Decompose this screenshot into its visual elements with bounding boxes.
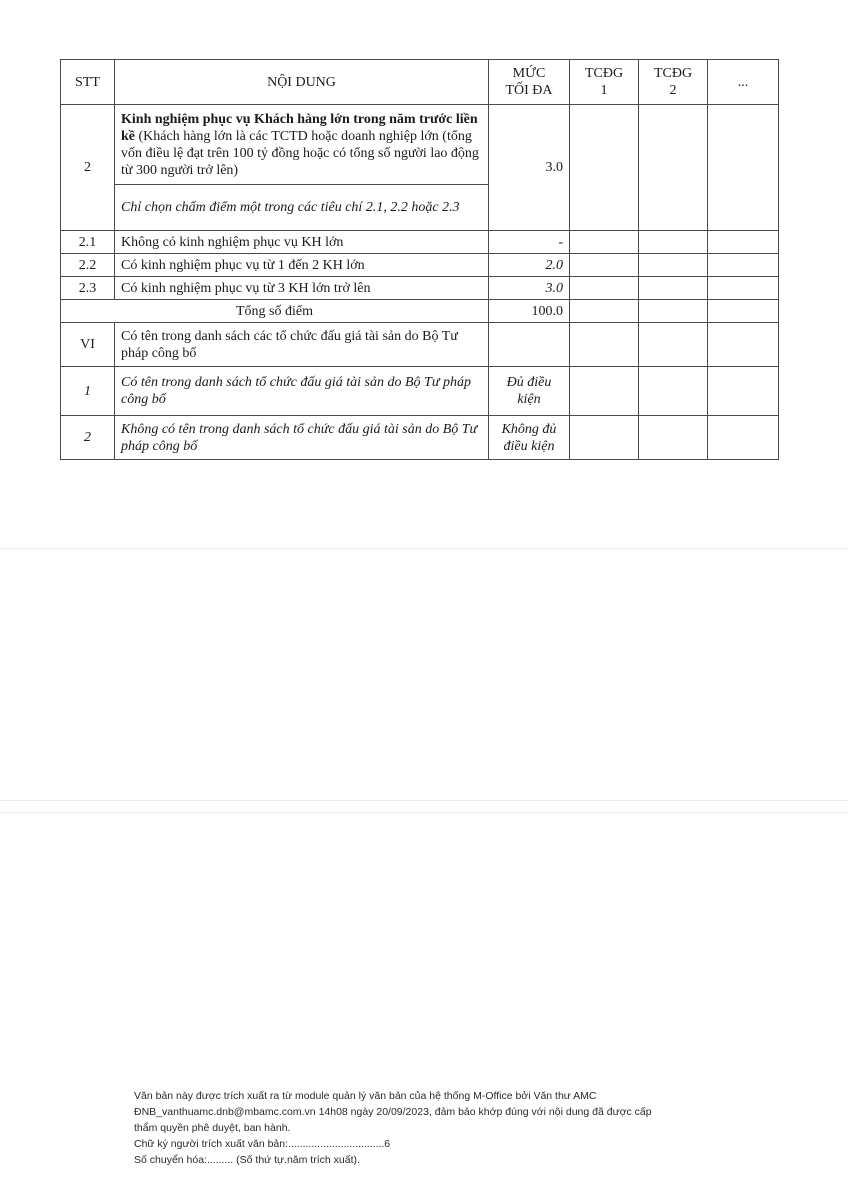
table-row <box>61 367 779 416</box>
evaluation-table <box>60 59 779 460</box>
cell-empty <box>639 231 708 254</box>
header-content: NỘI DUNG <box>115 60 489 105</box>
row-max: 3.0 <box>489 277 570 300</box>
cell-empty <box>708 300 779 323</box>
cell-empty <box>489 323 570 367</box>
header-max-score: MỨC TỐI ĐA <box>489 60 570 105</box>
table-row <box>61 323 779 367</box>
row-stt: 2.1 <box>61 231 115 254</box>
scan-line <box>0 800 848 801</box>
row-stt: 2 <box>61 416 115 460</box>
cell-empty <box>708 254 779 277</box>
section-title: Có tên trong danh sách các tổ chức đấu giá tài sản do Bộ Tư pháp công bố <box>115 323 489 367</box>
cell-empty <box>639 416 708 460</box>
cell-empty <box>639 105 708 231</box>
cell-empty <box>639 323 708 367</box>
cell-empty <box>570 231 639 254</box>
footer-line: Văn bản này được trích xuất ra từ module quản lý văn bản của hệ thống M-Office bởi Văn thư AMC <box>134 1090 597 1102</box>
row-stt: 2.3 <box>61 277 115 300</box>
cell-empty <box>639 254 708 277</box>
cell-empty <box>639 367 708 416</box>
footer-line: thẩm quyền phê duyệt, ban hành. <box>134 1122 291 1134</box>
table-row <box>61 105 779 185</box>
section-stt: VI <box>61 323 115 367</box>
row-stt: 2 <box>61 105 115 231</box>
row-max: - <box>489 231 570 254</box>
footer-conversion-line: Số chuyển hóa:......... (Số thứ tự.năm trích xuất). <box>134 1154 360 1166</box>
row-content: Có tên trong danh sách tổ chức đấu giá tài sản do Bộ Tư pháp công bố <box>115 367 489 416</box>
footer-line: ĐNB_vanthuamc.dnb@mbamc.com.vn 14h08 ngày 20/09/2023, đảm bảo khớp đúng với nội dung đã được cấp <box>134 1106 652 1118</box>
cell-empty <box>570 300 639 323</box>
cell-empty <box>570 367 639 416</box>
row-note: Chỉ chọn chấm điểm một trong các tiêu chí 2.1, 2.2 hoặc 2.3 <box>115 185 489 231</box>
row-max: 2.0 <box>489 254 570 277</box>
header-tcdg-1: TCĐG 1 <box>570 60 639 105</box>
cell-empty <box>570 105 639 231</box>
cell-empty <box>639 277 708 300</box>
table-row <box>61 254 779 277</box>
cell-empty <box>570 416 639 460</box>
row-content: Có kinh nghiệm phục vụ từ 1 đến 2 KH lớn <box>115 254 489 277</box>
cell-empty <box>708 367 779 416</box>
total-value: 100.0 <box>489 300 570 323</box>
scan-line <box>0 812 848 813</box>
table-row <box>61 231 779 254</box>
scan-line <box>0 548 848 549</box>
row-content: Có kinh nghiệm phục vụ từ 3 KH lớn trở lên <box>115 277 489 300</box>
row-content: Kinh nghiệm phục vụ Khách hàng lớn trong năm trước liền kề (Khách hàng lớn là các TCTD hoặc doanh nghiệp lớn (tổng vốn điều lệ đạt trên 100 tỷ đồng hoặc có tổng số người lao động từ 300 người trở lên) <box>115 105 489 185</box>
row-max: 3.0 <box>489 105 570 231</box>
table-row <box>61 277 779 300</box>
header-row <box>61 60 779 105</box>
extraction-footer <box>134 1088 774 1168</box>
row-stt: 2.2 <box>61 254 115 277</box>
cell-empty <box>570 323 639 367</box>
cell-empty <box>570 277 639 300</box>
cell-empty <box>708 231 779 254</box>
footer-signature-line: Chữ ký người trích xuất văn bản:.................................6 <box>134 1138 391 1150</box>
cell-empty <box>708 277 779 300</box>
row-content: Không có tên trong danh sách tổ chức đấu giá tài sản do Bộ Tư pháp công bố <box>115 416 489 460</box>
cell-empty <box>708 416 779 460</box>
total-row <box>61 300 779 323</box>
cell-empty <box>708 105 779 231</box>
cell-empty <box>570 254 639 277</box>
cell-empty <box>639 300 708 323</box>
table-row <box>61 416 779 460</box>
header-stt: STT <box>61 60 115 105</box>
row-max: Đủ điều kiện <box>489 367 570 416</box>
total-label: Tổng số điểm <box>61 300 489 323</box>
row-stt: 1 <box>61 367 115 416</box>
header-tcdg-2: TCĐG 2 <box>639 60 708 105</box>
header-more: ... <box>708 60 779 105</box>
row-content: Không có kinh nghiệm phục vụ KH lớn <box>115 231 489 254</box>
cell-empty <box>708 323 779 367</box>
row-max: Không đủ điều kiện <box>489 416 570 460</box>
